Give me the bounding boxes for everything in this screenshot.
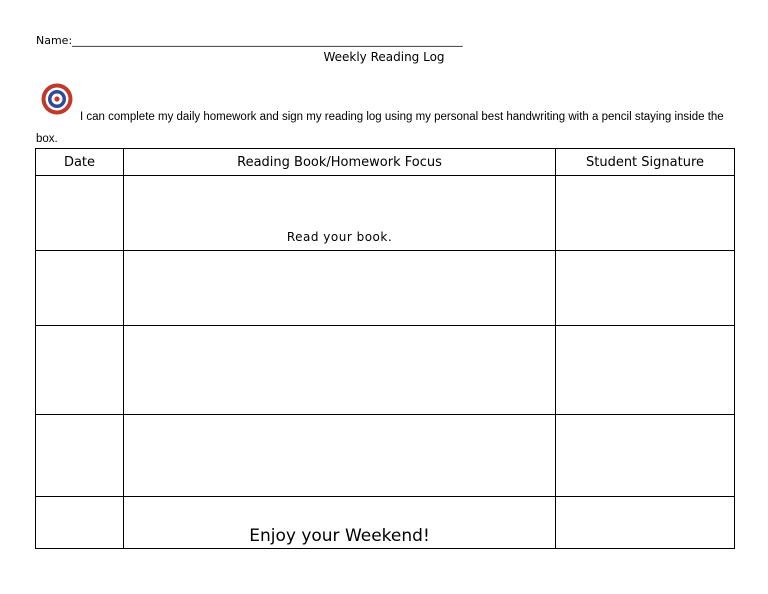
page-title-text: Weekly Reading Log xyxy=(323,50,445,64)
page-title xyxy=(0,50,768,64)
table-row xyxy=(36,326,735,415)
date-cell[interactable] xyxy=(36,415,124,497)
focus-note: Read your book. xyxy=(286,230,393,244)
signature-cell[interactable] xyxy=(556,251,735,326)
signature-cell[interactable] xyxy=(556,497,735,549)
table-header-row xyxy=(36,149,735,176)
header-focus: Reading Book/Homework Focus xyxy=(124,149,556,176)
table-row xyxy=(36,415,735,497)
signature-cell[interactable] xyxy=(556,176,735,251)
reading-log-table xyxy=(35,148,735,549)
name-label: Name: xyxy=(36,34,73,47)
name-underline: _______________________________________________________________________ xyxy=(72,34,463,47)
signature-cell[interactable] xyxy=(556,326,735,415)
name-field-line xyxy=(36,34,463,47)
focus-cell[interactable] xyxy=(124,251,556,326)
date-cell[interactable] xyxy=(36,497,124,549)
focus-cell[interactable] xyxy=(124,176,556,251)
weekend-note: Enjoy your Weekend! xyxy=(249,526,430,546)
signature-cell[interactable] xyxy=(556,415,735,497)
focus-cell[interactable] xyxy=(124,326,556,415)
table-row xyxy=(36,497,735,549)
table-row xyxy=(36,251,735,326)
focus-cell[interactable] xyxy=(124,497,556,549)
focus-cell[interactable] xyxy=(124,415,556,497)
learning-goal-text: I can complete my daily homework and sign my reading log using my personal best handwriting with a pencil staying inside the box. xyxy=(36,111,724,145)
date-cell[interactable] xyxy=(36,326,124,415)
date-cell[interactable] xyxy=(36,176,124,251)
header-date: Date xyxy=(36,149,124,176)
table-row xyxy=(36,176,735,251)
header-signature: Student Signature xyxy=(556,149,735,176)
date-cell[interactable] xyxy=(36,251,124,326)
